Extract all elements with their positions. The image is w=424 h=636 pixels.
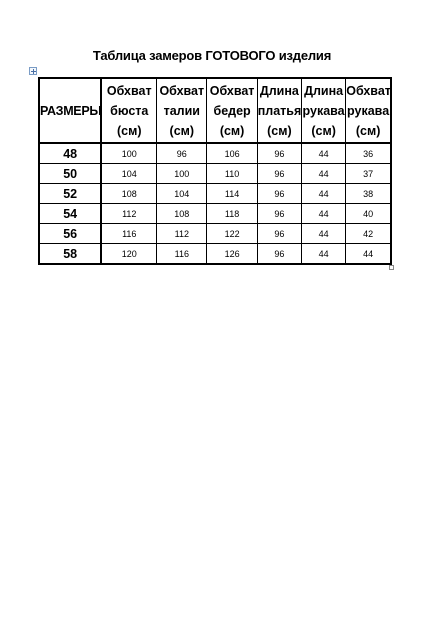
header-line: Обхват bbox=[209, 83, 255, 98]
size-cell: 48 bbox=[39, 143, 101, 164]
waist-cell: 104 bbox=[157, 184, 207, 204]
sleeve-girth-cell: 44 bbox=[346, 244, 391, 265]
table-row bbox=[39, 244, 391, 265]
table-move-handle-icon[interactable] bbox=[29, 67, 37, 75]
sleeve-length-cell: 44 bbox=[301, 244, 345, 265]
waist-cell: 116 bbox=[157, 244, 207, 265]
header-line: бюста bbox=[110, 103, 149, 118]
header-dress-length bbox=[257, 78, 301, 143]
header-line: платья bbox=[257, 103, 302, 118]
sleeve-girth-cell: 36 bbox=[346, 143, 391, 164]
bust-cell: 100 bbox=[101, 143, 156, 164]
bust-cell: 120 bbox=[101, 244, 156, 265]
table-row bbox=[39, 204, 391, 224]
header-sizes bbox=[39, 78, 101, 143]
table-row bbox=[39, 164, 391, 184]
header-line: рукава bbox=[347, 103, 390, 118]
size-cell: 56 bbox=[39, 224, 101, 244]
header-waist bbox=[157, 78, 207, 143]
dress-length-cell: 96 bbox=[257, 244, 301, 265]
sleeve-length-cell: 44 bbox=[301, 184, 345, 204]
header-line: рукава bbox=[302, 103, 345, 118]
sleeve-length-cell: 44 bbox=[301, 143, 345, 164]
table-header-row bbox=[39, 78, 391, 143]
header-line: Длина bbox=[304, 83, 344, 98]
document-title: Таблица замеров ГОТОВОГО изделия bbox=[92, 48, 332, 63]
dress-length-cell: 96 bbox=[257, 143, 301, 164]
hips-cell: 126 bbox=[207, 244, 257, 265]
header-line: (см) bbox=[169, 123, 195, 138]
header-line: (см) bbox=[355, 123, 381, 138]
table-row bbox=[39, 224, 391, 244]
sleeve-girth-cell: 42 bbox=[346, 224, 391, 244]
header-line: талии bbox=[163, 103, 200, 118]
header-line: (см) bbox=[219, 123, 245, 138]
header-hips bbox=[207, 78, 257, 143]
dress-length-cell: 96 bbox=[257, 204, 301, 224]
hips-cell: 106 bbox=[207, 143, 257, 164]
size-cell: 54 bbox=[39, 204, 101, 224]
bust-cell: 112 bbox=[101, 204, 156, 224]
header-line: (см) bbox=[267, 123, 292, 138]
size-cell: 52 bbox=[39, 184, 101, 204]
sleeve-girth-cell: 37 bbox=[346, 164, 391, 184]
size-cell: 50 bbox=[39, 164, 101, 184]
hips-cell: 114 bbox=[207, 184, 257, 204]
table-row bbox=[39, 143, 391, 164]
header-line: Обхват bbox=[346, 83, 391, 98]
waist-cell: 100 bbox=[157, 164, 207, 184]
size-table bbox=[38, 77, 392, 265]
hips-cell: 110 bbox=[207, 164, 257, 184]
bust-cell: 104 bbox=[101, 164, 156, 184]
dress-length-cell: 96 bbox=[257, 164, 301, 184]
header-line: Обхват bbox=[159, 83, 205, 98]
header-line: Длина bbox=[259, 83, 299, 98]
waist-cell: 112 bbox=[157, 224, 207, 244]
hips-cell: 122 bbox=[207, 224, 257, 244]
header-sleeve-girth bbox=[346, 78, 391, 143]
header-line: бедер bbox=[213, 103, 251, 118]
header-sizes-label: РАЗМЕРЫ bbox=[40, 103, 102, 118]
header-line: (см) bbox=[311, 123, 336, 138]
hips-cell: 118 bbox=[207, 204, 257, 224]
table-row bbox=[39, 184, 391, 204]
waist-cell: 108 bbox=[157, 204, 207, 224]
header-bust bbox=[101, 78, 156, 143]
sleeve-girth-cell: 38 bbox=[346, 184, 391, 204]
header-line: (см) bbox=[116, 123, 142, 138]
dress-length-cell: 96 bbox=[257, 224, 301, 244]
sleeve-girth-cell: 40 bbox=[346, 204, 391, 224]
bust-cell: 116 bbox=[101, 224, 156, 244]
waist-cell: 96 bbox=[157, 143, 207, 164]
header-line: Обхват bbox=[106, 83, 152, 98]
sleeve-length-cell: 44 bbox=[301, 204, 345, 224]
bust-cell: 108 bbox=[101, 184, 156, 204]
header-sleeve-length bbox=[301, 78, 345, 143]
sleeve-length-cell: 44 bbox=[301, 164, 345, 184]
dress-length-cell: 96 bbox=[257, 184, 301, 204]
table-resize-handle-icon[interactable] bbox=[389, 265, 394, 270]
size-cell: 58 bbox=[39, 244, 101, 265]
sleeve-length-cell: 44 bbox=[301, 224, 345, 244]
